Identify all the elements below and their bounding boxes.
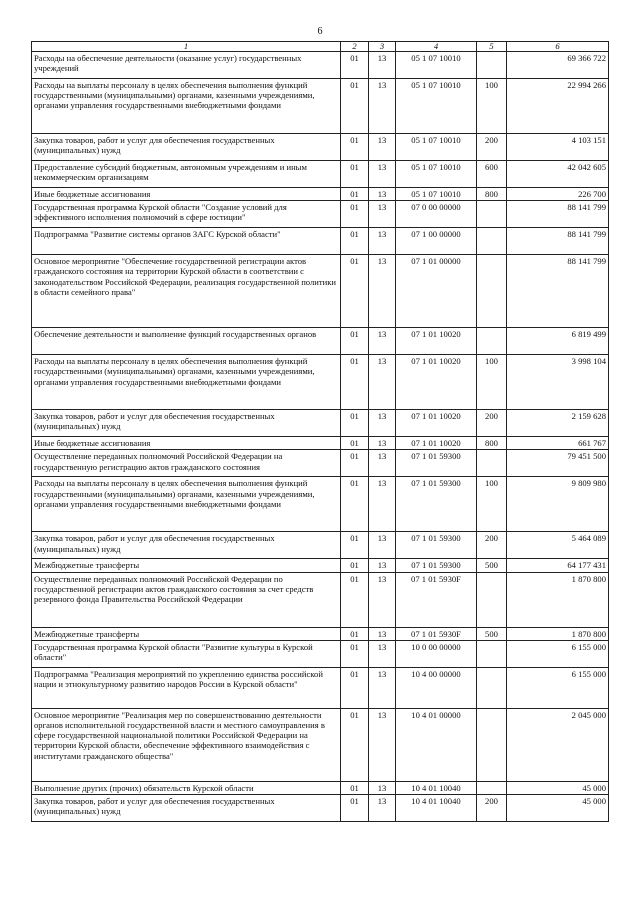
row-name: Подпрограмма "Развитие системы органов ЗАГС Курской области" [32, 228, 341, 255]
row-subsection: 13 [369, 559, 396, 572]
row-subsection: 13 [369, 640, 396, 667]
row-section: 01 [341, 532, 369, 559]
row-expense-type: 200 [477, 134, 507, 161]
row-target-article: 05 1 07 10010 [396, 134, 477, 161]
table-row [32, 627, 609, 640]
row-section: 01 [341, 328, 369, 355]
table-row [32, 437, 609, 450]
row-subsection: 13 [369, 450, 396, 477]
row-amount: 4 103 151 [507, 134, 609, 161]
table-row [32, 477, 609, 532]
row-amount: 661 767 [507, 437, 609, 450]
row-amount: 88 141 799 [507, 255, 609, 328]
row-target-article: 07 1 01 59300 [396, 477, 477, 532]
row-expense-type [477, 640, 507, 667]
row-name: Расходы на обеспечение деятельности (оказание услуг) государственных учреждений [32, 52, 341, 79]
row-amount: 88 141 799 [507, 201, 609, 228]
row-amount: 45 000 [507, 781, 609, 794]
row-section: 01 [341, 477, 369, 532]
row-section: 01 [341, 228, 369, 255]
row-name: Межбюджетные трансферты [32, 627, 341, 640]
row-amount: 1 870 800 [507, 627, 609, 640]
row-expense-type [477, 201, 507, 228]
row-name: Государственная программа Курской области "Создание условий для эффективного исполнения полномочий в сфере юстиции" [32, 201, 341, 228]
table-row [32, 228, 609, 255]
row-section: 01 [341, 79, 369, 134]
row-target-article: 07 1 01 10020 [396, 328, 477, 355]
row-amount: 6 155 000 [507, 667, 609, 708]
row-name: Закупка товаров, работ и услуг для обеспечения государственных (муниципальных) нужд [32, 795, 341, 822]
table-row [32, 161, 609, 188]
row-amount: 45 000 [507, 795, 609, 822]
row-section: 01 [341, 450, 369, 477]
row-subsection: 13 [369, 627, 396, 640]
row-target-article: 07 1 01 5930F [396, 572, 477, 627]
row-name: Иные бюджетные ассигнования [32, 437, 341, 450]
row-expense-type [477, 450, 507, 477]
table-row [32, 781, 609, 794]
row-amount: 42 042 605 [507, 161, 609, 188]
row-section: 01 [341, 52, 369, 79]
row-expense-type: 100 [477, 79, 507, 134]
row-target-article: 07 1 01 10020 [396, 355, 477, 410]
table-row [32, 52, 609, 79]
row-amount: 64 177 431 [507, 559, 609, 572]
row-amount: 226 700 [507, 188, 609, 201]
row-subsection: 13 [369, 134, 396, 161]
row-expense-type [477, 255, 507, 328]
row-name: Предоставление субсидий бюджетным, автономным учреждениям и иным некоммерческим организациям [32, 161, 341, 188]
row-subsection: 13 [369, 795, 396, 822]
row-expense-type: 100 [477, 477, 507, 532]
row-amount: 88 141 799 [507, 228, 609, 255]
row-subsection: 13 [369, 52, 396, 79]
row-expense-type [477, 572, 507, 627]
table-row [32, 255, 609, 328]
row-section: 01 [341, 640, 369, 667]
row-name: Иные бюджетные ассигнования [32, 188, 341, 201]
row-target-article: 07 1 00 00000 [396, 228, 477, 255]
row-expense-type: 100 [477, 355, 507, 410]
table-row [32, 532, 609, 559]
table-row [32, 410, 609, 437]
header-col-4: 4 [396, 42, 477, 52]
table-row [32, 328, 609, 355]
row-amount: 2 045 000 [507, 708, 609, 781]
row-target-article: 10 4 01 00000 [396, 708, 477, 781]
row-expense-type: 500 [477, 627, 507, 640]
row-amount: 22 994 266 [507, 79, 609, 134]
row-subsection: 13 [369, 188, 396, 201]
table-row [32, 667, 609, 708]
row-amount: 6 819 499 [507, 328, 609, 355]
row-expense-type: 600 [477, 161, 507, 188]
row-subsection: 13 [369, 781, 396, 794]
header-col-3: 3 [369, 42, 396, 52]
row-expense-type: 200 [477, 532, 507, 559]
row-target-article: 10 4 01 10040 [396, 781, 477, 794]
row-subsection: 13 [369, 79, 396, 134]
row-section: 01 [341, 795, 369, 822]
row-section: 01 [341, 201, 369, 228]
row-subsection: 13 [369, 667, 396, 708]
row-target-article: 05 1 07 10010 [396, 161, 477, 188]
row-amount: 1 870 800 [507, 572, 609, 627]
row-target-article: 07 0 00 00000 [396, 201, 477, 228]
table-row [32, 559, 609, 572]
table-row [32, 640, 609, 667]
row-expense-type [477, 708, 507, 781]
row-amount: 5 464 089 [507, 532, 609, 559]
row-expense-type [477, 228, 507, 255]
row-expense-type: 200 [477, 410, 507, 437]
row-subsection: 13 [369, 572, 396, 627]
row-subsection: 13 [369, 201, 396, 228]
row-amount: 3 998 104 [507, 355, 609, 410]
row-name: Осуществление переданных полномочий Российской Федерации по государственной регистрации актов гражданского состояния за счет средств резервного фонда Правительства Российской Федерации [32, 572, 341, 627]
row-subsection: 13 [369, 355, 396, 410]
row-amount: 6 155 000 [507, 640, 609, 667]
table-row [32, 708, 609, 781]
row-amount: 69 366 722 [507, 52, 609, 79]
row-target-article: 07 1 01 00000 [396, 255, 477, 328]
table-row [32, 572, 609, 627]
row-target-article: 07 1 01 10020 [396, 410, 477, 437]
row-target-article: 07 1 01 59300 [396, 532, 477, 559]
row-expense-type: 500 [477, 559, 507, 572]
page-number: 6 [317, 26, 323, 37]
row-subsection: 13 [369, 228, 396, 255]
row-section: 01 [341, 627, 369, 640]
row-name: Закупка товаров, работ и услуг для обеспечения государственных (муниципальных) нужд [32, 134, 341, 161]
row-subsection: 13 [369, 410, 396, 437]
row-target-article: 07 1 01 5930F [396, 627, 477, 640]
table-row [32, 188, 609, 201]
table-row [32, 134, 609, 161]
row-section: 01 [341, 559, 369, 572]
row-target-article: 07 1 01 59300 [396, 450, 477, 477]
row-section: 01 [341, 572, 369, 627]
row-section: 01 [341, 188, 369, 201]
budget-table [31, 41, 609, 822]
row-section: 01 [341, 437, 369, 450]
row-target-article: 07 1 01 10020 [396, 437, 477, 450]
row-target-article: 05 1 07 10010 [396, 52, 477, 79]
row-section: 01 [341, 781, 369, 794]
row-name: Обеспечение деятельности и выполнение функций государственных органов [32, 328, 341, 355]
row-target-article: 05 1 07 10010 [396, 188, 477, 201]
row-name: Закупка товаров, работ и услуг для обеспечения государственных (муниципальных) нужд [32, 410, 341, 437]
row-target-article: 05 1 07 10010 [396, 79, 477, 134]
row-section: 01 [341, 410, 369, 437]
row-expense-type [477, 328, 507, 355]
row-target-article: 07 1 01 59300 [396, 559, 477, 572]
row-name: Закупка товаров, работ и услуг для обеспечения государственных (муниципальных) нужд [32, 532, 341, 559]
table-body [32, 52, 609, 822]
row-section: 01 [341, 355, 369, 410]
row-amount: 79 451 500 [507, 450, 609, 477]
header-col-6: 6 [507, 42, 609, 52]
row-section: 01 [341, 161, 369, 188]
table-header [32, 42, 609, 52]
row-name: Межбюджетные трансферты [32, 559, 341, 572]
row-subsection: 13 [369, 255, 396, 328]
row-name: Выполнение других (прочих) обязательств Курской области [32, 781, 341, 794]
row-expense-type: 800 [477, 437, 507, 450]
row-expense-type: 800 [477, 188, 507, 201]
row-section: 01 [341, 708, 369, 781]
header-col-5: 5 [477, 42, 507, 52]
row-subsection: 13 [369, 532, 396, 559]
table-row [32, 201, 609, 228]
row-name: Государственная программа Курской области "Развитие культуры в Курской области" [32, 640, 341, 667]
table-row [32, 355, 609, 410]
row-subsection: 13 [369, 477, 396, 532]
row-name: Основное мероприятие "Реализация мер по совершенствованию деятельности органов исполнительной государственной власти и местного самоуправления в сфере государственной национальной политики Российской Федерации на территории Курской области, обеспечение эффективного взаимодействия с институтами гражданского общества" [32, 708, 341, 781]
row-subsection: 13 [369, 161, 396, 188]
row-target-article: 10 0 00 00000 [396, 640, 477, 667]
row-expense-type [477, 667, 507, 708]
row-name: Осуществление переданных полномочий Российской Федерации на государственную регистрацию актов гражданского состояния [32, 450, 341, 477]
row-amount: 9 809 980 [507, 477, 609, 532]
header-col-1: 1 [32, 42, 341, 52]
row-amount: 2 159 628 [507, 410, 609, 437]
row-subsection: 13 [369, 328, 396, 355]
row-target-article: 10 4 01 10040 [396, 795, 477, 822]
row-name: Основное мероприятие "Обеспечение государственной регистрации актов гражданского состояния на территории Курской области в соответствии с законодательством Российской Федерации, реализация государственной политики в области семейного права" [32, 255, 341, 328]
row-expense-type [477, 781, 507, 794]
row-section: 01 [341, 667, 369, 708]
row-section: 01 [341, 255, 369, 328]
table-row [32, 450, 609, 477]
row-expense-type [477, 52, 507, 79]
row-expense-type: 200 [477, 795, 507, 822]
row-section: 01 [341, 134, 369, 161]
header-col-2: 2 [341, 42, 369, 52]
table-row [32, 79, 609, 134]
row-subsection: 13 [369, 708, 396, 781]
row-subsection: 13 [369, 437, 396, 450]
table-row [32, 795, 609, 822]
row-name: Расходы на выплаты персоналу в целях обеспечения выполнения функций государственными (муниципальными) органами, казенными учреждениями, органами управления государственными внебюджетными фондами [32, 477, 341, 532]
row-name: Расходы на выплаты персоналу в целях обеспечения выполнения функций государственными (муниципальными) органами, казенными учреждениями, органами управления государственными внебюджетными фондами [32, 355, 341, 410]
row-name: Расходы на выплаты персоналу в целях обеспечения выполнения функций государственными (муниципальными) органами, казенными учреждениями, органами управления государственными внебюджетными фондами [32, 79, 341, 134]
row-target-article: 10 4 00 00000 [396, 667, 477, 708]
row-name: Подпрограмма "Реализация мероприятий по укреплению единства российской нации и этнокультурному развитию народов России в Курской области" [32, 667, 341, 708]
